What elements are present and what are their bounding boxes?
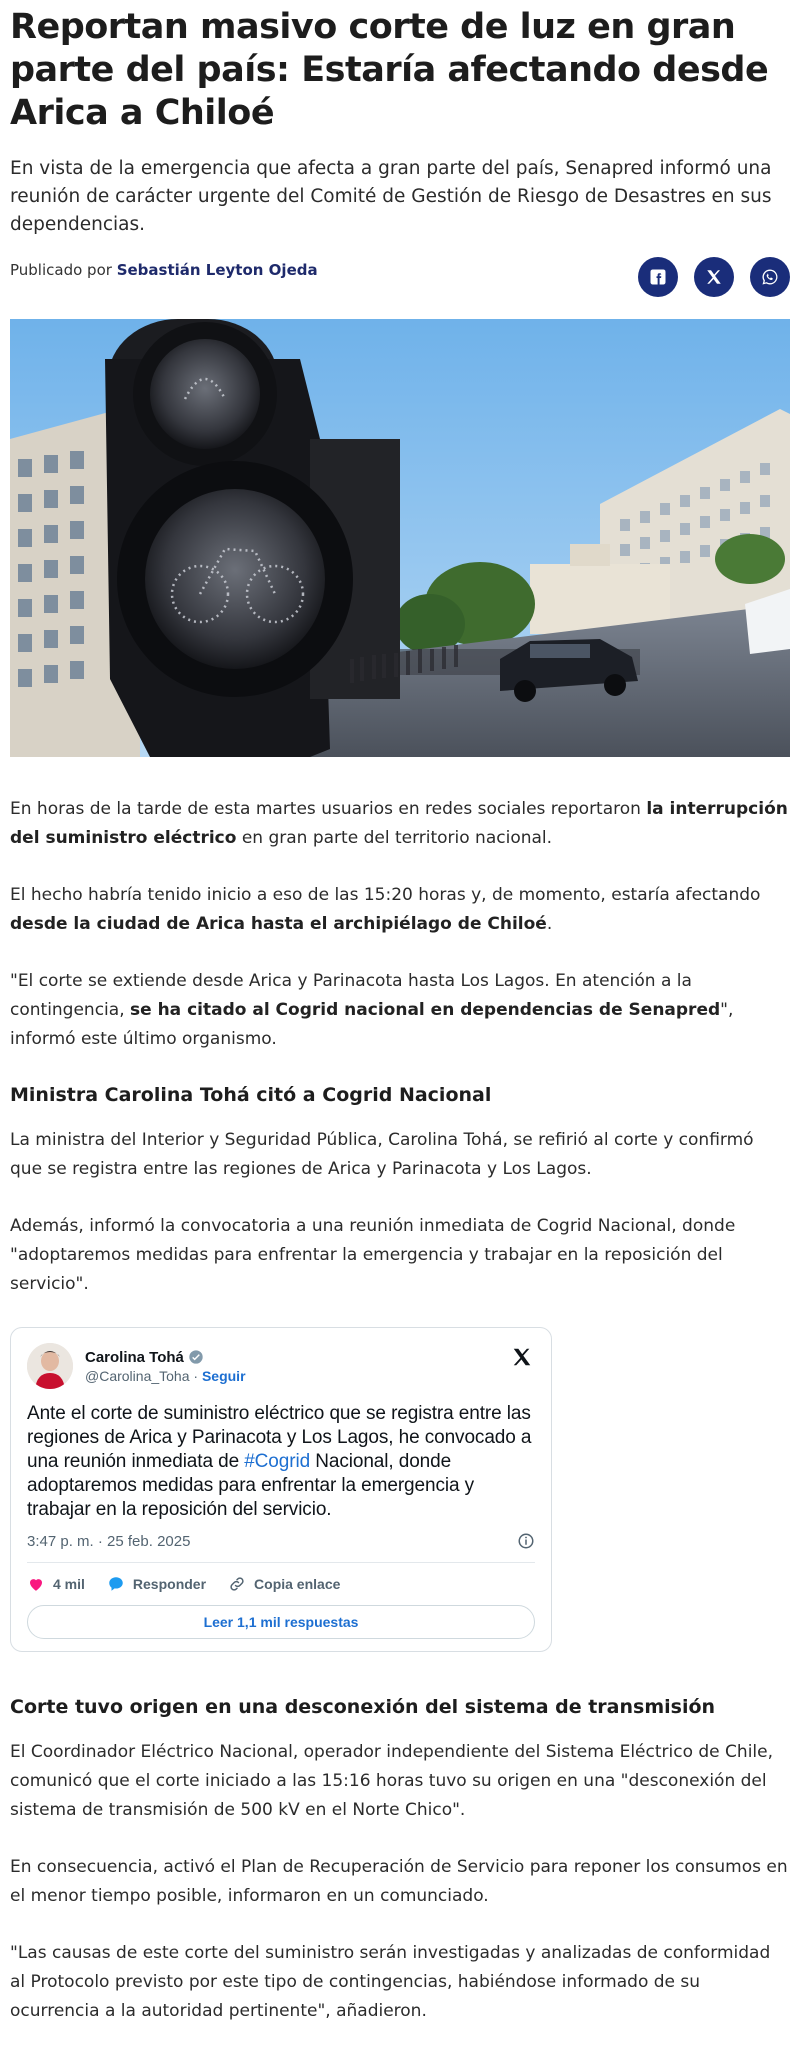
avatar-image bbox=[27, 1343, 73, 1389]
tweet-header bbox=[27, 1342, 535, 1390]
tweet-author-name[interactable]: Carolina Tohá bbox=[85, 1349, 246, 1366]
like-button[interactable]: 4 mil bbox=[27, 1575, 85, 1593]
tweet-meta bbox=[27, 1532, 535, 1550]
divider bbox=[27, 1562, 535, 1563]
tweet-handle: @Carolina_Toha · Seguir bbox=[85, 1367, 246, 1384]
follow-link[interactable]: Seguir bbox=[201, 1367, 246, 1384]
read-replies-button[interactable]: Leer 1,1 mil respuestas bbox=[27, 1605, 535, 1639]
info-icon[interactable] bbox=[517, 1532, 535, 1550]
embedded-tweet[interactable] bbox=[10, 1327, 552, 1652]
share-buttons bbox=[638, 257, 790, 297]
byline bbox=[10, 261, 318, 279]
byline-row bbox=[10, 257, 790, 301]
traffic-light-photo bbox=[10, 319, 790, 757]
author-link[interactable]: Sebastián Leyton Ojeda bbox=[116, 261, 318, 279]
share-facebook-button[interactable] bbox=[638, 257, 678, 297]
article-body bbox=[10, 795, 790, 2026]
byline-prefix: Publicado por bbox=[10, 261, 117, 279]
lede: En vista de la emergencia que afecta a gran parte del país, Senapred informó una reunión de carácter urgente del Comité de Gestión de Riesgo de Desastres en sus dependencias. bbox=[10, 158, 772, 235]
paragraph-7: En consecuencia, activó el Plan de Recuperación de Servicio para reponer los consumos en el menor tiempo posible, informaron en un comunciado. bbox=[10, 1857, 788, 1906]
paragraph-2: El hecho habría tenido inicio a eso de las 15:20 horas y, de momento, estaría afectando desde la ciudad de Arica hasta el archipiélago de Chiloé. bbox=[10, 885, 761, 934]
x-icon bbox=[705, 268, 723, 286]
subheading-2: Corte tuvo origen en una desconexión del sistema de transmisión bbox=[10, 1696, 716, 1718]
whatsapp-icon bbox=[761, 268, 779, 286]
paragraph-5: Además, informó la convocatoria a una reunión inmediata de Cogrid Nacional, donde "adoptaremos medidas para enfrentar la emergencia y trabajar en la reposición del servicio". bbox=[10, 1216, 736, 1294]
avatar[interactable] bbox=[27, 1343, 73, 1389]
speech-bubble-icon bbox=[107, 1575, 125, 1593]
heart-icon bbox=[27, 1575, 45, 1593]
x-logo-icon[interactable] bbox=[511, 1346, 533, 1368]
verified-badge-icon bbox=[188, 1349, 204, 1365]
reply-button[interactable]: Responder bbox=[107, 1575, 206, 1593]
paragraph-6: El Coordinador Eléctrico Nacional, operador independiente del Sistema Eléctrico de Chile, comunicó que el corte iniciado a las 15:16 horas tuvo su origen en una "desconexión del sistema de transmisión de 500 kV en el Norte Chico". bbox=[10, 1742, 773, 1820]
paragraph-8: "Las causas de este corte del suministro serán investigadas y analizadas de conformidad al Protocolo previsto por este tipo de contingencias, habiéndose informado de su ocurrencia a la autoridad pertinente", añadieron. bbox=[10, 1943, 771, 2021]
hashtag-link[interactable]: #Cogrid bbox=[244, 1451, 311, 1472]
share-x-button[interactable] bbox=[694, 257, 734, 297]
paragraph-3: "El corte se extiende desde Arica y Parinacota hasta Los Lagos. En atención a la contingencia, se ha citado al Cogrid nacional en dependencias de Senapred", informó este último organismo. bbox=[10, 971, 734, 1049]
subheading-1: Ministra Carolina Tohá citó a Cogrid Nacional bbox=[10, 1084, 492, 1106]
hero-image bbox=[10, 319, 790, 757]
link-icon bbox=[228, 1575, 246, 1593]
tweet-timestamp[interactable]: 3:47 p. m. · 25 feb. 2025 bbox=[27, 1532, 191, 1550]
tweet-author bbox=[85, 1349, 246, 1384]
paragraph-4: La ministra del Interior y Seguridad Pública, Carolina Tohá, se refirió al corte y confirmó que se registra entre las regiones de Arica y Parinacota y Los Lagos. bbox=[10, 1130, 754, 1179]
facebook-icon bbox=[649, 268, 667, 286]
share-whatsapp-button[interactable] bbox=[750, 257, 790, 297]
tweet-actions bbox=[27, 1575, 535, 1593]
paragraph-1: En horas de la tarde de esta martes usuarios en redes sociales reportaron la interrupción del suministro eléctrico en gran parte del territorio nacional. bbox=[10, 799, 788, 848]
tweet-text: Ante el corte de suministro eléctrico que se registra entre las regiones de Arica y Parinacota y Los Lagos, he convocado a una reunión inmediata de #Cogrid Nacional, donde adoptaremos medidas para enfrentar la emergencia y trabajar en la reposición del servicio. bbox=[27, 1403, 532, 1520]
headline: Reportan masivo corte de luz en gran parte del país: Estaría afectando desde Arica a Chiloé bbox=[10, 7, 769, 133]
copy-link-button[interactable]: Copia enlace bbox=[228, 1575, 340, 1593]
